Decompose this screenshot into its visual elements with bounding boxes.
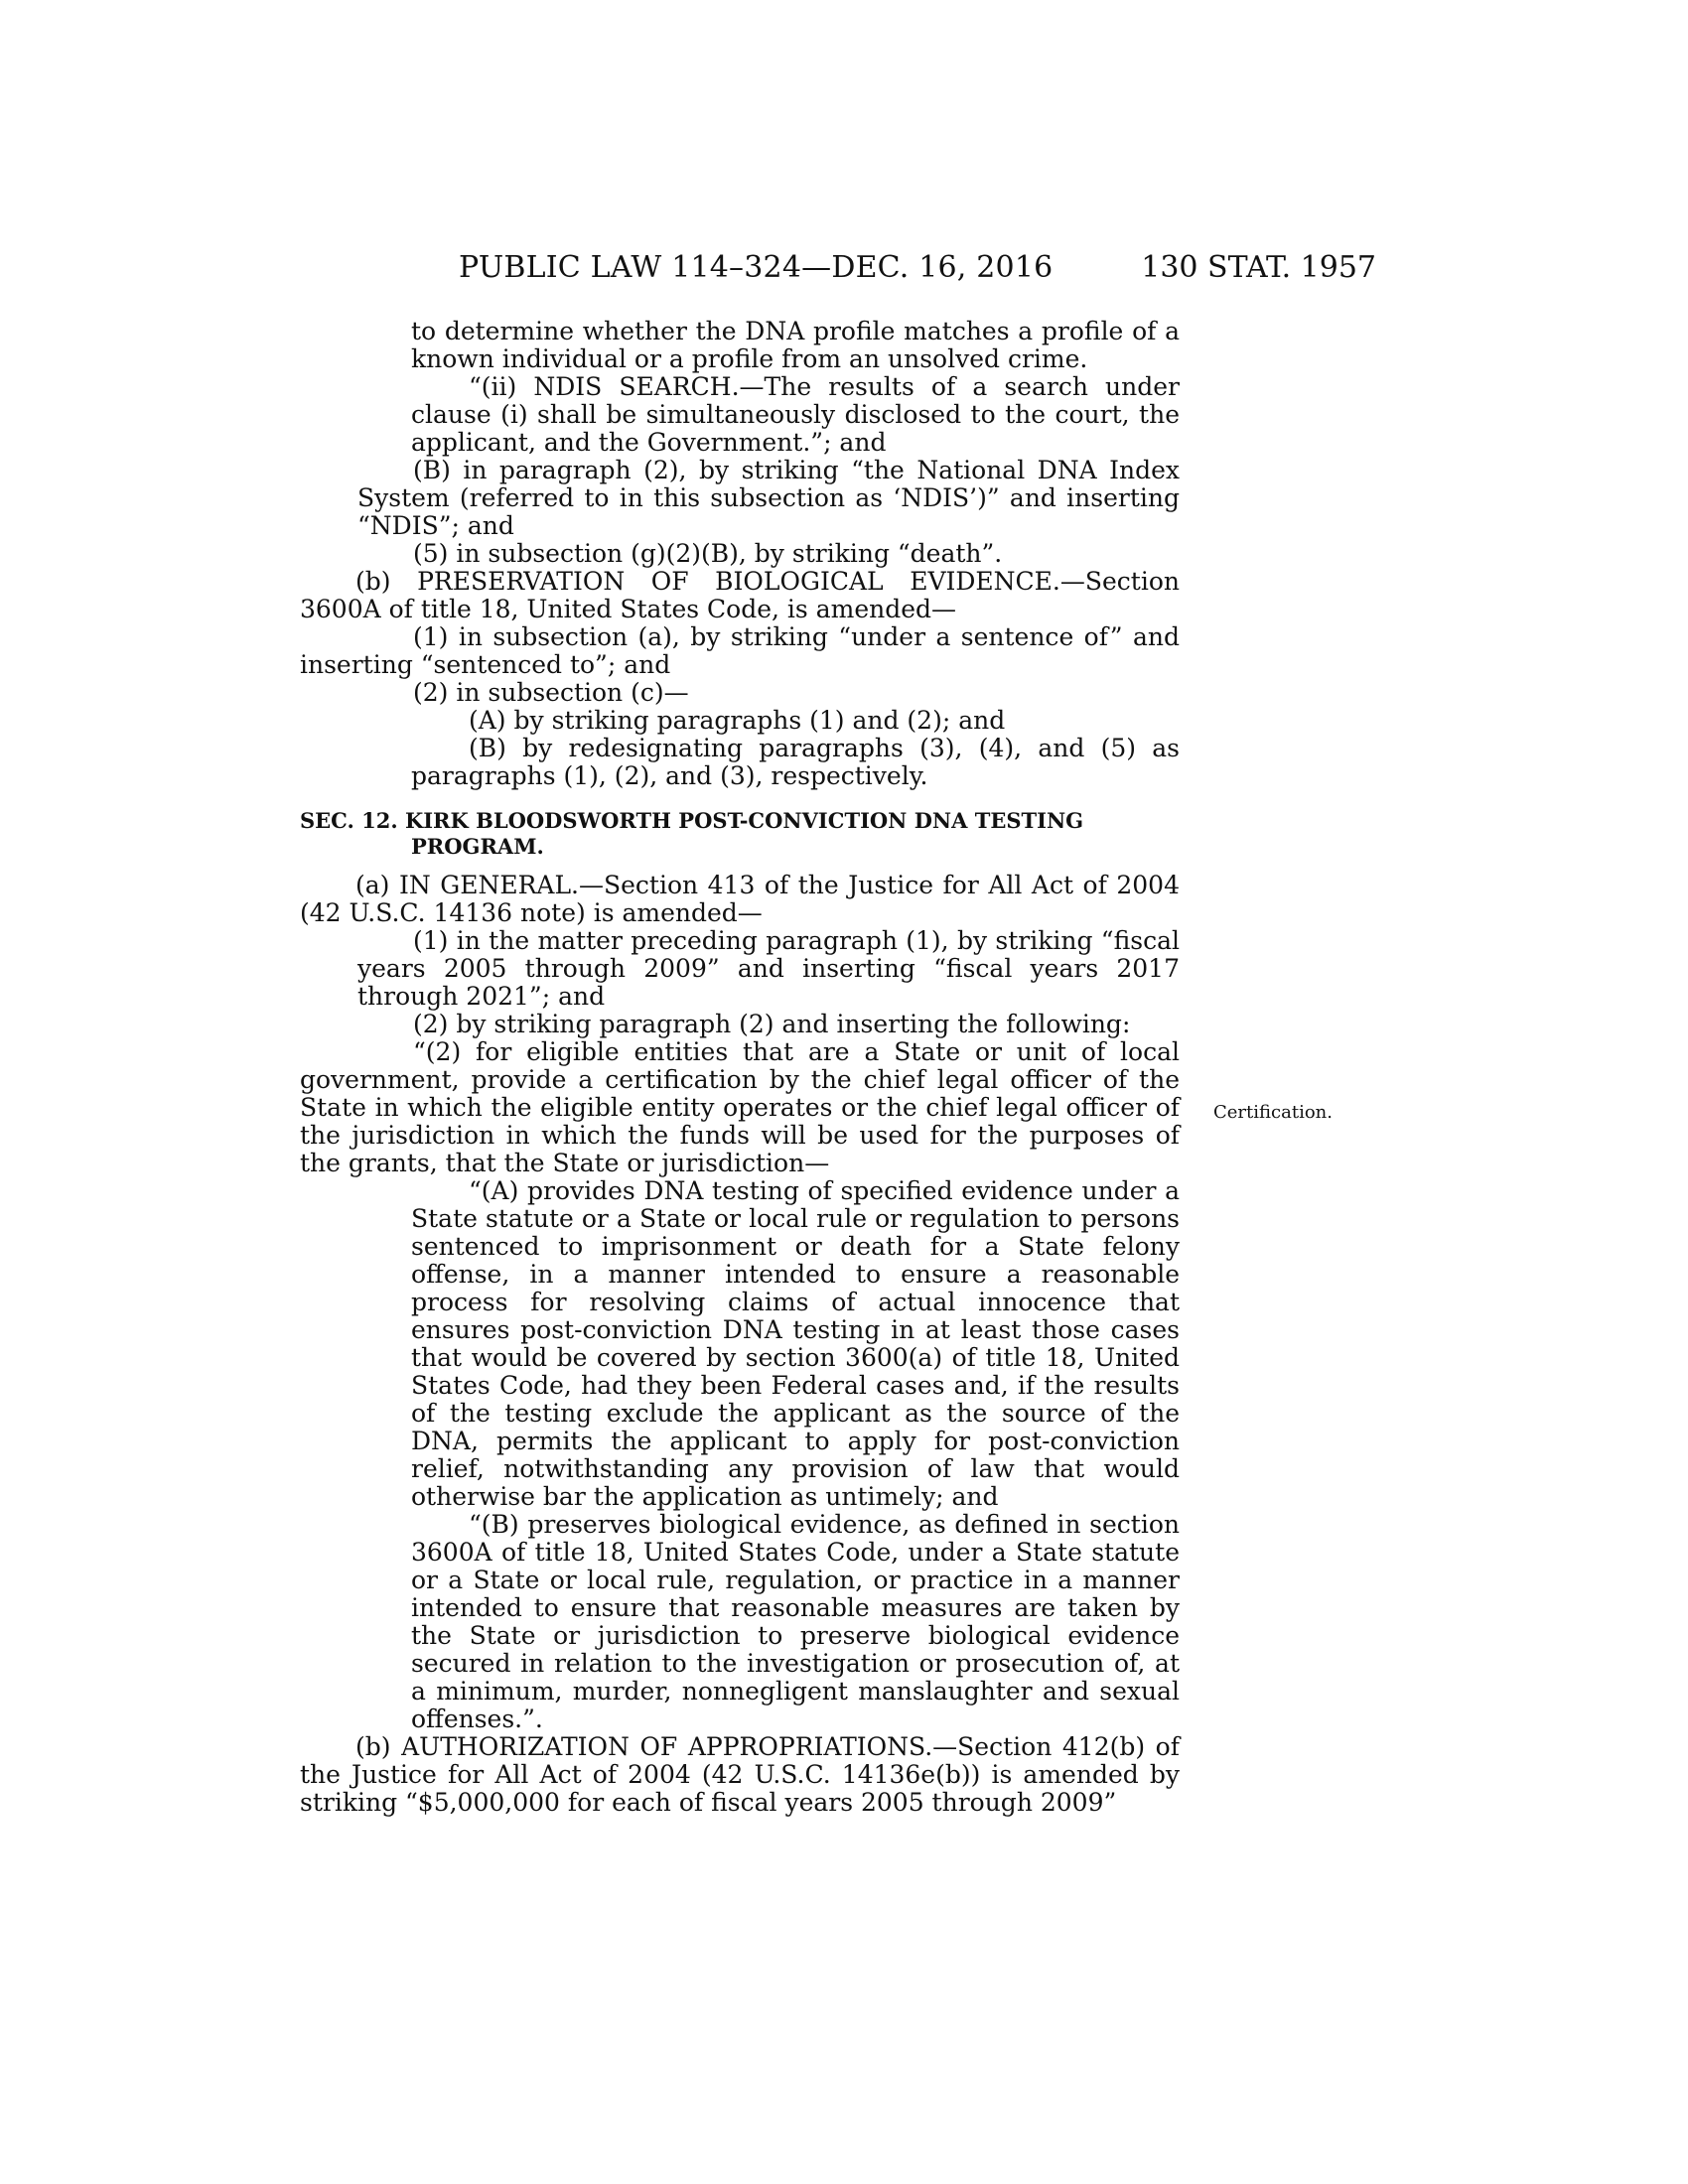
paragraph-continuation: to determine whether the DNA profile matches a profile of a known individual or a profile from an unsolved crime. xyxy=(411,317,1180,373)
page-header xyxy=(300,250,1376,290)
paragraph-eligible-entities: “(2) for eligible entities that are a State or unit of local government, provide a certification by the chief legal officer of the State in which the eligible entity operates or the chief legal officer of the jurisdiction in which the funds will be used for the purposes of the grants, that the State or jurisdiction— xyxy=(300,1037,1180,1177)
margin-note-certification: Certification. xyxy=(1213,1102,1333,1123)
paragraph-ndis-search: “(ii) NDIS SEARCH.—The results of a search under clause (i) shall be simultaneously disclosed to the court, the applicant, and the Government.”; and xyxy=(411,372,1180,457)
paragraph-b-paragraph-2: (B) in paragraph (2), by striking “the National DNA Index System (referred to in this subsection as ‘NDIS’)” and inserting “NDIS”; and xyxy=(357,456,1180,540)
paragraph-b-preserves-biological-evidence: “(B) preserves biological evidence, as defined in section 3600A of title 18, United States Code, under a State statute or a State or local rule, regulation, or practice in a manner intended to ensure that reasonable measures are taken by the State or jurisdiction to preserve biological evidence secured in relation to the investigation or prosecution of, at a minimum, murder, nonnegligent manslaughter and sexual offenses.”. xyxy=(411,1510,1180,1733)
statute-page-number: 130 STAT. 1957 xyxy=(1141,250,1376,285)
paragraph-authorization-of-appropriations: (b) AUTHORIZATION OF APPROPRIATIONS.—Section 412(b) of the Justice for All Act of 2004 (42 U.S.C. 14136e(b)) is amended by striking “$5,000,000 for each of fiscal years 2005 through 2009” xyxy=(300,1732,1180,1817)
paragraph-a-in-general: (a) IN GENERAL.—Section 413 of the Justice for All Act of 2004 (42 U.S.C. 14136 note) is amended— xyxy=(300,871,1180,927)
paragraph-1-matter-preceding: (1) in the matter preceding paragraph (1), by striking “fiscal years 2005 through 2009” and inserting “fiscal years 2017 through 2021”; and xyxy=(357,926,1180,1011)
paragraph-5-subsection-g: (5) in subsection (g)(2)(B), by striking “death”. xyxy=(413,539,1003,568)
paragraph-a-striking-paragraphs: (A) by striking paragraphs (1) and (2); and xyxy=(469,706,1006,735)
paragraph-1-subsection-a: (1) in subsection (a), by striking “under a sentence of” and inserting “sentenced to”; and xyxy=(300,622,1180,679)
section-12-heading: SEC. 12. KIRK BLOODSWORTH POST-CONVICTION DNA TESTING PROGRAM. xyxy=(300,808,1084,859)
paragraph-a-provides-dna-testing: “(A) provides DNA testing of specified evidence under a State statute or a State or local rule or regulation to persons sentenced to imprisonment or death for a State felony offense, in a manner intended to ensure a reasonable process for resolving claims of actual innocence that ensures post-conviction DNA testing in at least those cases that would be covered by section 3600(a) of title 18, United States Code, had they been Federal cases and, if the results of the testing exclude the applicant as the source of the DNA, permits the applicant to apply for post-conviction relief, notwithstanding any provision of law that would otherwise bar the application as untimely; and xyxy=(411,1176,1180,1511)
paragraph-2-subsection-c: (2) in subsection (c)— xyxy=(413,678,689,707)
paragraph-preservation-of-biological-evidence: (b) PRESERVATION OF BIOLOGICAL EVIDENCE.—Section 3600A of title 18, United States Code, is amended— xyxy=(300,567,1180,623)
document-body xyxy=(300,318,1180,1817)
paragraph-b-redesignating: (B) by redesignating paragraphs (3), (4), and (5) as paragraphs (1), (2), and (3), respectively. xyxy=(411,734,1180,790)
public-law-citation: PUBLIC LAW 114–324—DEC. 16, 2016 xyxy=(459,250,1054,285)
paragraph-2-striking-paragraph: (2) by striking paragraph (2) and inserting the following: xyxy=(413,1010,1131,1038)
